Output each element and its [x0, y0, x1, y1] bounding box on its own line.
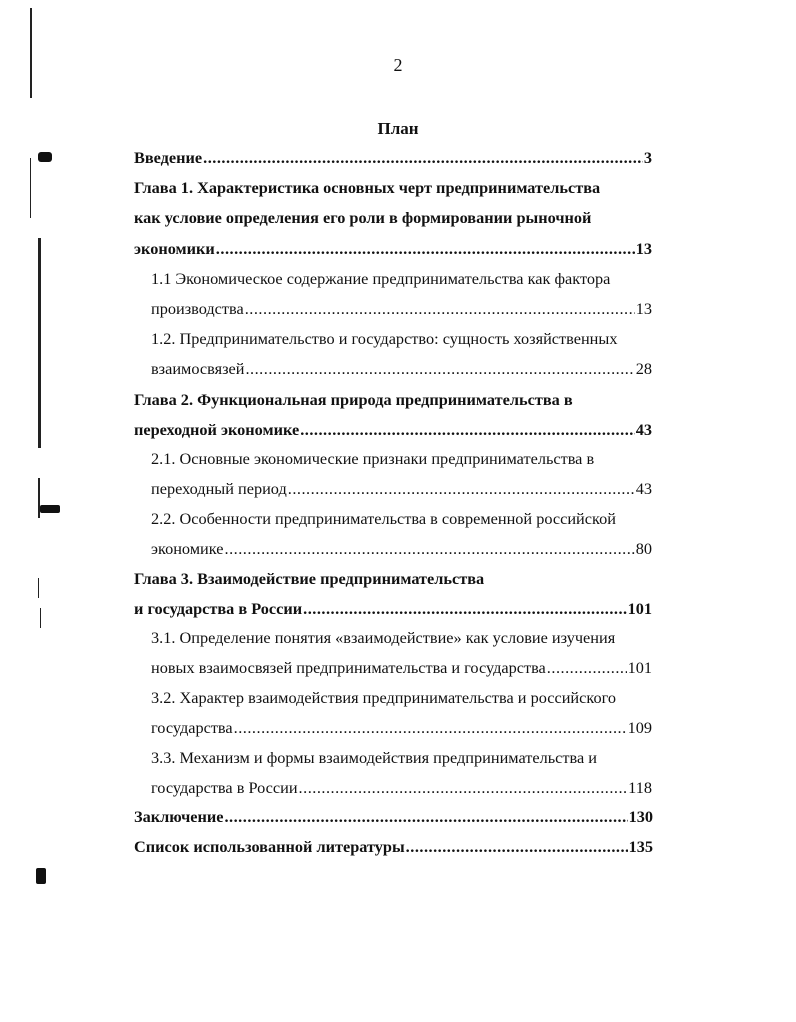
toc-page-number: 43 [635, 420, 652, 439]
dot-leader [216, 237, 635, 261]
dot-leader [203, 146, 643, 170]
toc-entry-label: 3.1. Определение понятия «взаимодействие» как условие изучения [151, 628, 616, 647]
toc-entry-label: 3.3. Механизм и формы взаимодействия предпринимательства и [151, 748, 598, 767]
toc-page-number: 101 [627, 658, 652, 677]
toc-entry-label: Глава 1. Характеристика основных черт предпринимательства [134, 178, 601, 197]
dot-leader [303, 597, 626, 621]
toc-page-number: 3 [643, 148, 652, 167]
dot-leader [245, 357, 634, 381]
toc-title: План [377, 119, 419, 138]
toc-entry-label: взаимосвязей [151, 359, 245, 378]
toc-entry-label: как условие определения его роли в формировании рыночной [134, 208, 592, 227]
dot-leader [299, 776, 628, 800]
dot-leader [234, 716, 627, 740]
scan-mark [36, 868, 46, 884]
toc-entry-label: и государства в России [134, 599, 303, 618]
toc-page-number: 130 [628, 807, 653, 826]
toc-page-number: 13 [635, 239, 652, 258]
toc-page-number: 43 [635, 479, 652, 498]
toc-entry-label: Глава 2. Функциональная природа предпринимательства в [134, 390, 573, 409]
dot-leader [288, 477, 635, 501]
toc-entry-label: 1.2. Предпринимательство и государство: сущность хозяйственных [151, 329, 618, 348]
scan-mark [38, 152, 52, 162]
page-number: 2 [393, 55, 403, 75]
toc-entry-label: государства в России [151, 778, 298, 797]
toc-entry-label: 2.2. Особенности предпринимательства в современной российской [151, 509, 616, 528]
toc-entry-label: Список использованной литературы [134, 837, 405, 856]
dot-leader [300, 418, 635, 442]
toc-entry-label: Заключение [134, 807, 224, 826]
toc-entry-label: экономике [151, 539, 224, 558]
toc-page-number: 28 [635, 359, 652, 378]
toc-entry-label: производства [151, 299, 244, 318]
toc-entry-label: переходной экономике [134, 420, 300, 439]
scan-mark [40, 505, 60, 513]
toc-page-number: 118 [628, 778, 652, 797]
toc-page-number: 109 [627, 718, 652, 737]
toc-page-number: 101 [627, 599, 652, 618]
toc-entry-label: государства [151, 718, 233, 737]
toc-entry-label: 3.2. Характер взаимодействия предпринимательства и российского [151, 688, 617, 707]
toc-entry-label: Введение [134, 148, 203, 167]
toc-page-number: 13 [635, 299, 652, 318]
scan-edge-line [30, 8, 32, 1018]
dot-leader [406, 835, 628, 859]
dot-leader [224, 805, 627, 829]
toc-entry-label: 2.1. Основные экономические признаки предпринимательства в [151, 449, 595, 468]
toc-entry-label: 1.1 Экономическое содержание предпринимательства как фактора [151, 269, 611, 288]
toc-entry-label: переходный период [151, 479, 287, 498]
toc-entry-label: экономики [134, 239, 215, 258]
dot-leader [547, 656, 627, 680]
toc-page-number: 135 [628, 837, 653, 856]
toc-entry-label: новых взаимосвязей предпринимательства и государства [151, 658, 546, 677]
toc-entry-label: Глава 3. Взаимодействие предпринимательства [134, 569, 485, 588]
dot-leader [245, 297, 635, 321]
toc-page-number: 80 [635, 539, 652, 558]
dot-leader [225, 537, 635, 561]
